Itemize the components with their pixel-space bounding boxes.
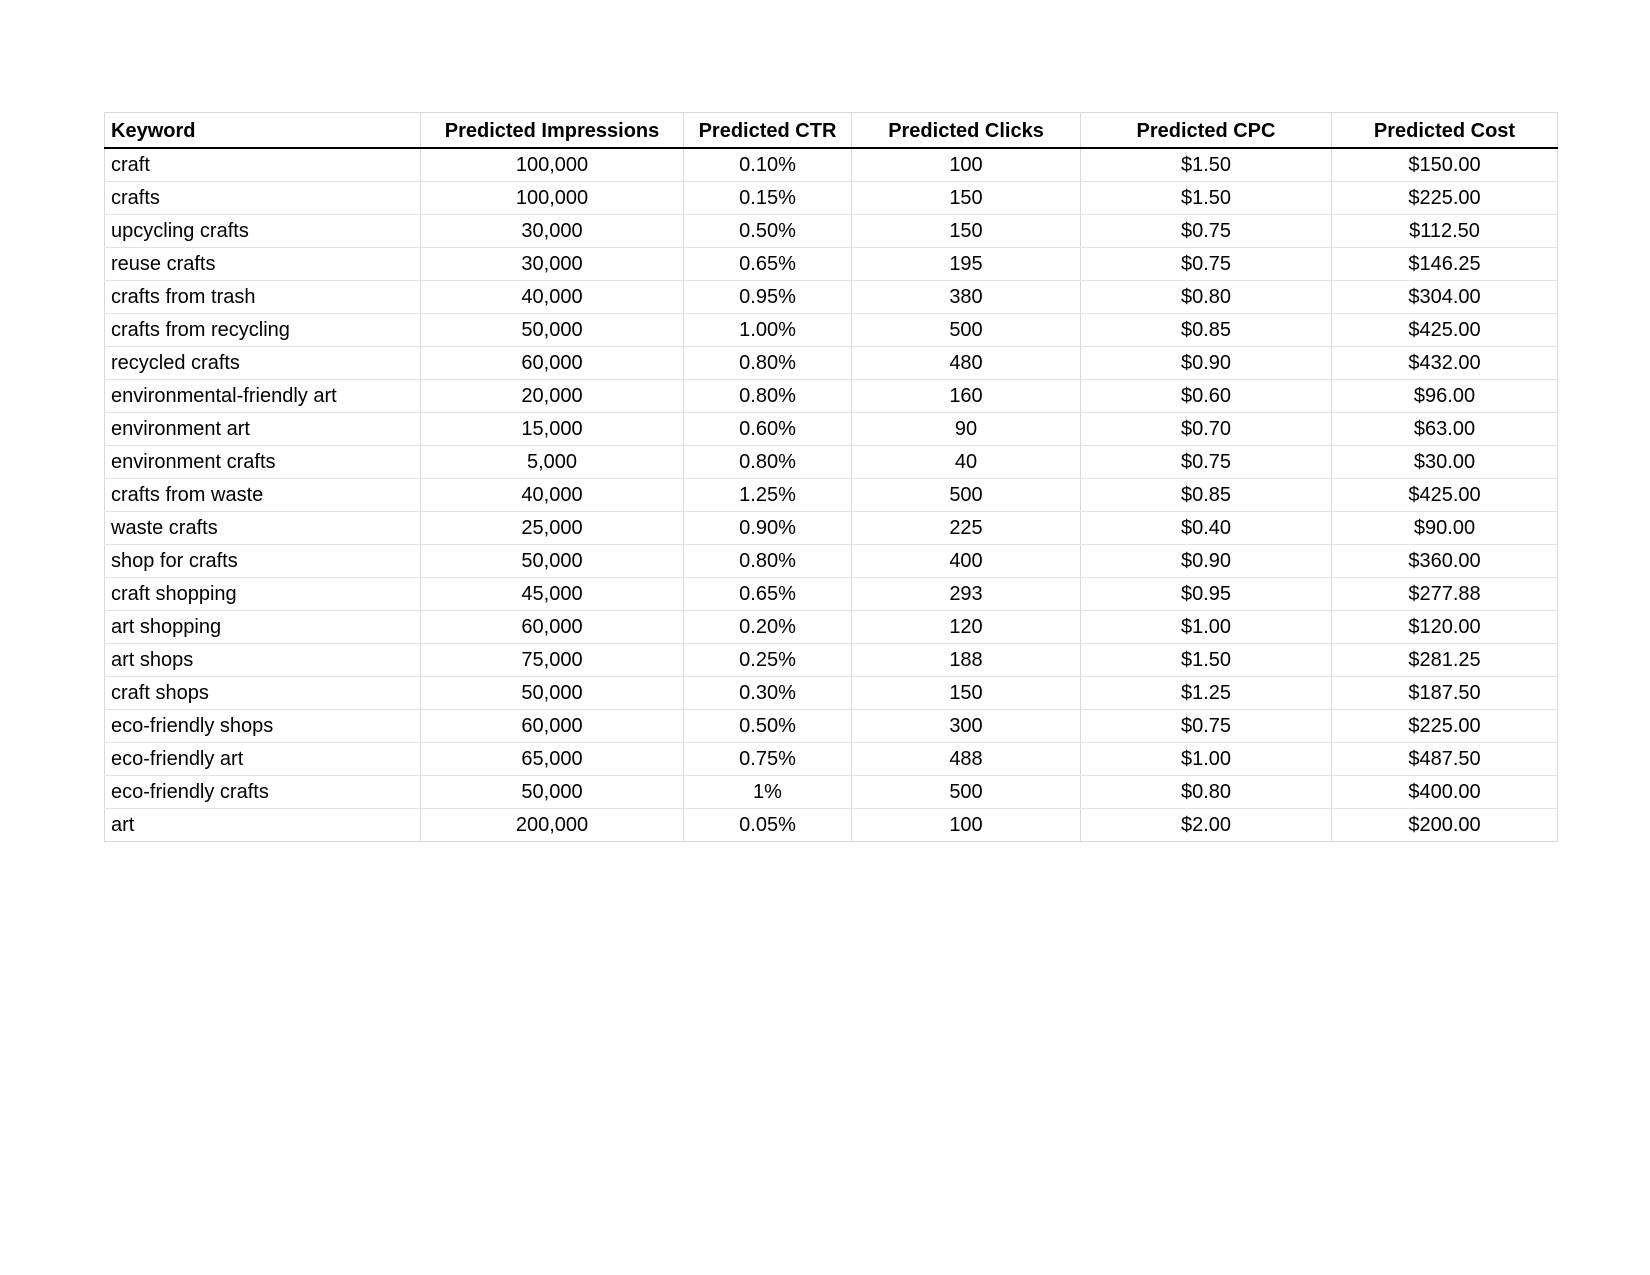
- keyword-cell: art shopping: [105, 611, 421, 644]
- cpc-cell: $1.00: [1081, 743, 1332, 776]
- ctr-cell: 0.30%: [684, 677, 852, 710]
- table-row: [105, 743, 1558, 776]
- table-row: [105, 578, 1558, 611]
- table-body: [105, 148, 1558, 842]
- table-row: [105, 512, 1558, 545]
- cpc-cell: $1.25: [1081, 677, 1332, 710]
- header-predicted-cost: Predicted Cost: [1332, 113, 1558, 149]
- cost-cell: $96.00: [1332, 380, 1558, 413]
- cpc-cell: $1.50: [1081, 148, 1332, 182]
- header-predicted-impressions: Predicted Impressions: [421, 113, 684, 149]
- ctr-cell: 0.80%: [684, 380, 852, 413]
- cpc-cell: $0.80: [1081, 281, 1332, 314]
- ctr-cell: 0.25%: [684, 644, 852, 677]
- impressions-cell: 60,000: [421, 710, 684, 743]
- ctr-cell: 0.90%: [684, 512, 852, 545]
- cost-cell: $281.25: [1332, 644, 1558, 677]
- impressions-cell: 50,000: [421, 677, 684, 710]
- table-row: [105, 776, 1558, 809]
- keyword-cell: environment art: [105, 413, 421, 446]
- keyword-cell: crafts from trash: [105, 281, 421, 314]
- keyword-cell: shop for crafts: [105, 545, 421, 578]
- clicks-cell: 150: [852, 182, 1081, 215]
- cost-cell: $30.00: [1332, 446, 1558, 479]
- cost-cell: $277.88: [1332, 578, 1558, 611]
- header-predicted-ctr: Predicted CTR: [684, 113, 852, 149]
- table-row: [105, 380, 1558, 413]
- cpc-cell: $1.50: [1081, 644, 1332, 677]
- ctr-cell: 0.10%: [684, 148, 852, 182]
- table-row: [105, 809, 1558, 842]
- ctr-cell: 0.75%: [684, 743, 852, 776]
- clicks-cell: 195: [852, 248, 1081, 281]
- table-row: [105, 446, 1558, 479]
- clicks-cell: 160: [852, 380, 1081, 413]
- ctr-cell: 0.65%: [684, 578, 852, 611]
- cpc-cell: $0.90: [1081, 545, 1332, 578]
- clicks-cell: 100: [852, 809, 1081, 842]
- table-row: [105, 611, 1558, 644]
- cost-cell: $150.00: [1332, 148, 1558, 182]
- cost-cell: $187.50: [1332, 677, 1558, 710]
- clicks-cell: 100: [852, 148, 1081, 182]
- ctr-cell: 0.80%: [684, 347, 852, 380]
- cost-cell: $112.50: [1332, 215, 1558, 248]
- cpc-cell: $1.50: [1081, 182, 1332, 215]
- table-row: [105, 215, 1558, 248]
- table-row: [105, 148, 1558, 182]
- impressions-cell: 50,000: [421, 776, 684, 809]
- keyword-cell: upcycling crafts: [105, 215, 421, 248]
- keyword-cell: eco-friendly art: [105, 743, 421, 776]
- ctr-cell: 0.65%: [684, 248, 852, 281]
- cpc-cell: $0.90: [1081, 347, 1332, 380]
- impressions-cell: 45,000: [421, 578, 684, 611]
- clicks-cell: 488: [852, 743, 1081, 776]
- clicks-cell: 480: [852, 347, 1081, 380]
- table-row: [105, 281, 1558, 314]
- header-predicted-cpc: Predicted CPC: [1081, 113, 1332, 149]
- impressions-cell: 100,000: [421, 148, 684, 182]
- keyword-cell: craft shops: [105, 677, 421, 710]
- cpc-cell: $0.75: [1081, 710, 1332, 743]
- keyword-cell: environment crafts: [105, 446, 421, 479]
- clicks-cell: 293: [852, 578, 1081, 611]
- cost-cell: $432.00: [1332, 347, 1558, 380]
- cpc-cell: $0.95: [1081, 578, 1332, 611]
- impressions-cell: 30,000: [421, 215, 684, 248]
- impressions-cell: 50,000: [421, 545, 684, 578]
- cost-cell: $225.00: [1332, 710, 1558, 743]
- clicks-cell: 120: [852, 611, 1081, 644]
- cost-cell: $400.00: [1332, 776, 1558, 809]
- ctr-cell: 1.00%: [684, 314, 852, 347]
- clicks-cell: 300: [852, 710, 1081, 743]
- impressions-cell: 25,000: [421, 512, 684, 545]
- impressions-cell: 65,000: [421, 743, 684, 776]
- ctr-cell: 0.05%: [684, 809, 852, 842]
- table-row: [105, 644, 1558, 677]
- ctr-cell: 1%: [684, 776, 852, 809]
- impressions-cell: 40,000: [421, 281, 684, 314]
- table-row: [105, 413, 1558, 446]
- impressions-cell: 60,000: [421, 347, 684, 380]
- cost-cell: $425.00: [1332, 479, 1558, 512]
- clicks-cell: 400: [852, 545, 1081, 578]
- table-row: [105, 545, 1558, 578]
- ctr-cell: 0.50%: [684, 215, 852, 248]
- table-row: [105, 479, 1558, 512]
- keyword-cell: craft: [105, 148, 421, 182]
- impressions-cell: 50,000: [421, 314, 684, 347]
- cpc-cell: $0.75: [1081, 446, 1332, 479]
- ctr-cell: 1.25%: [684, 479, 852, 512]
- ctr-cell: 0.95%: [684, 281, 852, 314]
- ctr-cell: 0.80%: [684, 446, 852, 479]
- cost-cell: $225.00: [1332, 182, 1558, 215]
- cost-cell: $425.00: [1332, 314, 1558, 347]
- cpc-cell: $0.75: [1081, 248, 1332, 281]
- cost-cell: $304.00: [1332, 281, 1558, 314]
- impressions-cell: 40,000: [421, 479, 684, 512]
- cpc-cell: $0.80: [1081, 776, 1332, 809]
- cpc-cell: $0.40: [1081, 512, 1332, 545]
- ctr-cell: 0.20%: [684, 611, 852, 644]
- keyword-cell: eco-friendly shops: [105, 710, 421, 743]
- table-row: [105, 677, 1558, 710]
- impressions-cell: 30,000: [421, 248, 684, 281]
- keyword-cell: recycled crafts: [105, 347, 421, 380]
- impressions-cell: 15,000: [421, 413, 684, 446]
- impressions-cell: 60,000: [421, 611, 684, 644]
- cost-cell: $90.00: [1332, 512, 1558, 545]
- cpc-cell: $1.00: [1081, 611, 1332, 644]
- table-row: [105, 248, 1558, 281]
- impressions-cell: 5,000: [421, 446, 684, 479]
- cpc-cell: $2.00: [1081, 809, 1332, 842]
- clicks-cell: 150: [852, 215, 1081, 248]
- clicks-cell: 500: [852, 776, 1081, 809]
- keyword-cell: environmental-friendly art: [105, 380, 421, 413]
- cpc-cell: $0.85: [1081, 314, 1332, 347]
- table-header: [105, 113, 1558, 149]
- table-row: [105, 710, 1558, 743]
- cost-cell: $200.00: [1332, 809, 1558, 842]
- cpc-cell: $0.85: [1081, 479, 1332, 512]
- header-predicted-clicks: Predicted Clicks: [852, 113, 1081, 149]
- keyword-cell: crafts from waste: [105, 479, 421, 512]
- clicks-cell: 90: [852, 413, 1081, 446]
- keyword-cell: waste crafts: [105, 512, 421, 545]
- clicks-cell: 225: [852, 512, 1081, 545]
- keyword-cell: reuse crafts: [105, 248, 421, 281]
- table-row: [105, 182, 1558, 215]
- cpc-cell: $0.75: [1081, 215, 1332, 248]
- cost-cell: $146.25: [1332, 248, 1558, 281]
- clicks-cell: 500: [852, 314, 1081, 347]
- keyword-cell: crafts: [105, 182, 421, 215]
- header-keyword: Keyword: [105, 113, 421, 149]
- cost-cell: $120.00: [1332, 611, 1558, 644]
- cpc-cell: $0.60: [1081, 380, 1332, 413]
- keyword-cell: craft shopping: [105, 578, 421, 611]
- clicks-cell: 380: [852, 281, 1081, 314]
- keyword-cell: eco-friendly crafts: [105, 776, 421, 809]
- keyword-forecast-table: [104, 112, 1558, 842]
- impressions-cell: 75,000: [421, 644, 684, 677]
- cost-cell: $63.00: [1332, 413, 1558, 446]
- clicks-cell: 40: [852, 446, 1081, 479]
- keyword-cell: art shops: [105, 644, 421, 677]
- ctr-cell: 0.15%: [684, 182, 852, 215]
- clicks-cell: 150: [852, 677, 1081, 710]
- cost-cell: $487.50: [1332, 743, 1558, 776]
- impressions-cell: 20,000: [421, 380, 684, 413]
- ctr-cell: 0.50%: [684, 710, 852, 743]
- keyword-cell: art: [105, 809, 421, 842]
- table-row: [105, 347, 1558, 380]
- impressions-cell: 100,000: [421, 182, 684, 215]
- keyword-table-sheet: [104, 112, 1557, 842]
- cost-cell: $360.00: [1332, 545, 1558, 578]
- ctr-cell: 0.80%: [684, 545, 852, 578]
- header-row: [105, 113, 1558, 149]
- impressions-cell: 200,000: [421, 809, 684, 842]
- keyword-cell: crafts from recycling: [105, 314, 421, 347]
- clicks-cell: 500: [852, 479, 1081, 512]
- ctr-cell: 0.60%: [684, 413, 852, 446]
- table-row: [105, 314, 1558, 347]
- cpc-cell: $0.70: [1081, 413, 1332, 446]
- clicks-cell: 188: [852, 644, 1081, 677]
